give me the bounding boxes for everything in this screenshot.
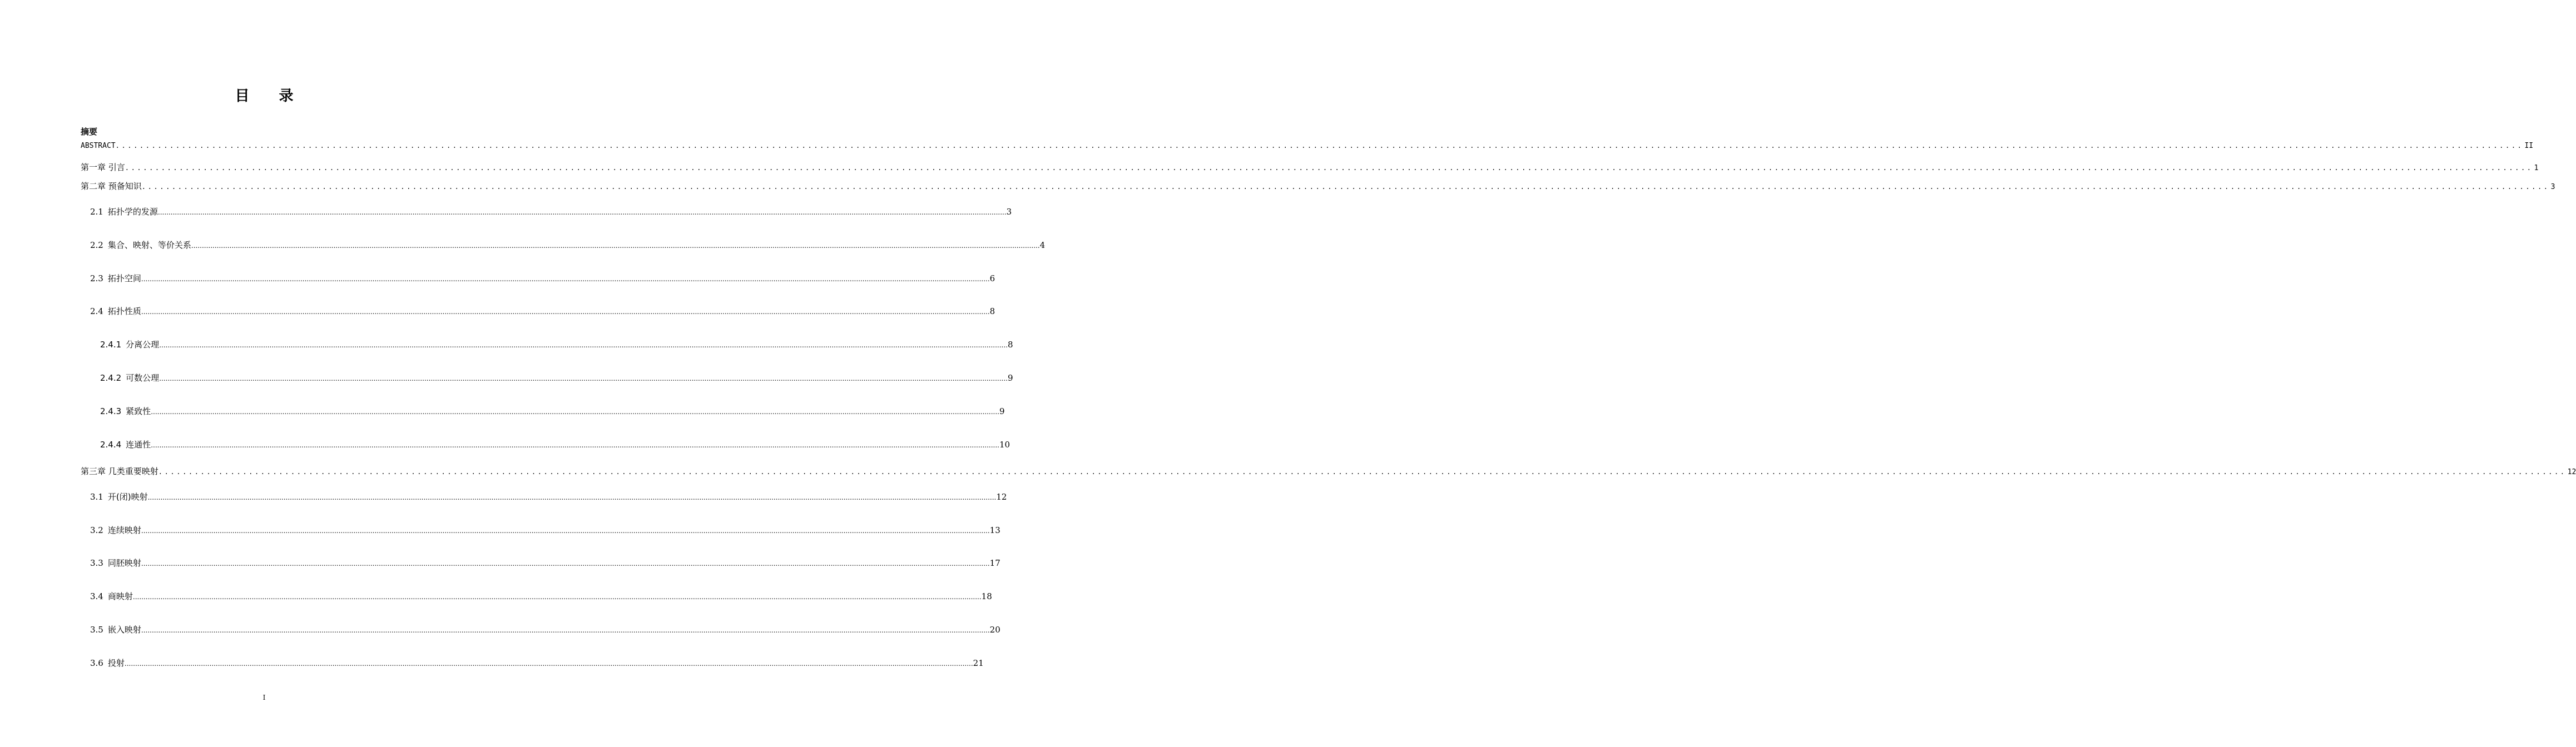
toc-entry-number: 2.4.4 bbox=[100, 440, 122, 450]
toc-leader-dots: ................................................................................................................................................................................................................................................................................................................................................................................................................ bbox=[158, 468, 2567, 476]
toc-entry-text: 第三章 几类重要映射 bbox=[81, 466, 158, 476]
page-title: 目 录 bbox=[235, 88, 306, 104]
toc-entry[interactable] bbox=[100, 405, 1005, 417]
toc-entry-label bbox=[90, 590, 133, 602]
toc-leader-dots: ................................................................................................................................................................................................................................................................................................................................................................................................................ bbox=[125, 164, 2533, 172]
toc-entry-page: II bbox=[2524, 142, 2534, 150]
toc-entry-text: 拓扑性质 bbox=[107, 306, 141, 316]
toc-entry[interactable] bbox=[100, 372, 1013, 384]
toc-leader-dots: ................................................................................................................................................................................................................................................................................................................................................................................................................ bbox=[141, 560, 990, 567]
toc-entry-number: 2.2 bbox=[90, 240, 103, 250]
toc-entry-page: 9 bbox=[999, 406, 1005, 416]
toc-entry-text: 拓扑空间 bbox=[107, 273, 141, 283]
toc-entry[interactable] bbox=[90, 590, 992, 602]
toc-entry-text: 分离公理 bbox=[126, 340, 160, 350]
toc-entry-label bbox=[90, 624, 141, 635]
toc-entry-text: 投射 bbox=[107, 658, 125, 668]
toc-leader-dots: ................................................................................................................................................................................................................................................................................................................................................................................................................ bbox=[132, 593, 982, 601]
toc-entry-label bbox=[81, 142, 116, 150]
toc-entry-label bbox=[81, 465, 158, 477]
toc-entry-page: 10 bbox=[999, 440, 1010, 450]
toc-leader-dots: ................................................................................................................................................................................................................................................................................................................................................................................................................ bbox=[151, 408, 999, 416]
toc-entry-number: 3.5 bbox=[90, 625, 103, 635]
toc-entry-page: 20 bbox=[989, 625, 1000, 635]
toc-leader-dots: ................................................................................................................................................................................................................................................................................................................................................................................................................ bbox=[191, 242, 1040, 250]
toc-entry-page: 18 bbox=[981, 591, 992, 601]
toc-entry-page: 1 bbox=[2534, 164, 2539, 172]
toc-entry-label bbox=[90, 557, 141, 569]
toc-entry-number: 2.4 bbox=[90, 306, 103, 316]
toc-entry-text: ABSTRACT bbox=[81, 142, 116, 150]
toc-entry-page: 21 bbox=[973, 658, 984, 668]
toc-leader-dots: ................................................................................................................................................................................................................................................................................................................................................................................................................ bbox=[147, 494, 997, 501]
toc-entry-label bbox=[90, 272, 141, 284]
toc-entry-text: 开(闭)映射 bbox=[107, 492, 148, 502]
toc-entry[interactable] bbox=[81, 180, 2555, 192]
toc-entry-number: 3.6 bbox=[90, 658, 103, 668]
footer-page-number: I bbox=[262, 694, 266, 701]
toc-entry-label bbox=[90, 206, 158, 217]
toc-entry-page: 12 bbox=[2567, 468, 2576, 476]
toc-entry[interactable] bbox=[90, 239, 1046, 251]
toc-entry[interactable] bbox=[90, 272, 995, 284]
toc-leader-dots: ................................................................................................................................................................................................................................................................................................................................................................................................................ bbox=[141, 626, 990, 634]
toc-entry-text: 第二章 预备知识 bbox=[81, 181, 142, 191]
toc-entry-number: 3.1 bbox=[90, 492, 103, 502]
toc-entry-number: 3.3 bbox=[90, 558, 103, 568]
toc-entry[interactable] bbox=[90, 657, 984, 669]
toc-leader-dots: ................................................................................................................................................................................................................................................................................................................................................................................................................ bbox=[141, 275, 990, 283]
toc-entry-page: 12 bbox=[996, 492, 1007, 502]
toc-leader-dots: ................................................................................................................................................................................................................................................................................................................................................................................................................ bbox=[151, 441, 999, 449]
toc-entry-page: 17 bbox=[989, 558, 1000, 568]
toc-leader-dots: ................................................................................................................................................................................................................................................................................................................................................................................................................ bbox=[141, 527, 990, 535]
toc-entry[interactable] bbox=[90, 305, 995, 317]
toc-entry-text: 拓扑学的发源 bbox=[107, 207, 158, 217]
toc-leader-dots: ................................................................................................................................................................................................................................................................................................................................................................................................................ bbox=[141, 183, 2550, 191]
toc-entry-text: 第一章 引言 bbox=[81, 162, 125, 172]
toc-leader-dots: ................................................................................................................................................................................................................................................................................................................................................................................................................ bbox=[141, 308, 990, 316]
toc-entry-page: 8 bbox=[989, 306, 995, 316]
toc-entry[interactable] bbox=[90, 491, 1007, 502]
toc-entry-label bbox=[100, 372, 159, 384]
toc-entry[interactable] bbox=[90, 206, 1012, 217]
toc-leader-dots: ................................................................................................................................................................................................................................................................................................................................................................................................................ bbox=[159, 375, 1008, 382]
toc-entry-page: 13 bbox=[989, 525, 1000, 535]
toc-entry-text: 集合、映射、等价关系 bbox=[107, 240, 191, 250]
toc-entry[interactable] bbox=[81, 465, 2576, 477]
toc-entry-text: 商映射 bbox=[107, 591, 133, 601]
toc-entry-text: 可数公理 bbox=[126, 373, 160, 383]
toc-entry-label bbox=[81, 161, 125, 173]
toc-entry-page: 4 bbox=[1039, 240, 1046, 250]
toc-entry[interactable] bbox=[100, 439, 1010, 450]
toc-entry-page: 3 bbox=[2550, 183, 2555, 191]
toc-entry-text: 紧致性 bbox=[126, 406, 151, 416]
toc-leader-dots: ................................................................................................................................................................................................................................................................................................................................................................................................................ bbox=[157, 208, 1007, 216]
toc-entry[interactable] bbox=[100, 338, 1013, 350]
toc-entry-label bbox=[100, 439, 151, 450]
toc-entry[interactable] bbox=[90, 557, 1000, 569]
toc-entry-number: 2.3 bbox=[90, 273, 103, 283]
toc-entry[interactable] bbox=[90, 624, 1000, 635]
toc-entry-label bbox=[100, 405, 151, 417]
toc-entry-page: 6 bbox=[989, 273, 995, 283]
toc-entry-number: 2.4.2 bbox=[100, 373, 122, 383]
toc-entry-label bbox=[90, 491, 148, 502]
toc-entry-text: 连通性 bbox=[126, 440, 151, 450]
toc-entry-number: 3.2 bbox=[90, 525, 103, 535]
toc-entry[interactable] bbox=[81, 142, 2534, 150]
toc-entry-page: 8 bbox=[1007, 340, 1013, 350]
toc-entry-label bbox=[90, 657, 125, 669]
toc-entry-number: 2.4.3 bbox=[100, 406, 122, 416]
toc-entry-number: 2.4.1 bbox=[100, 340, 122, 350]
toc-entry-label bbox=[81, 180, 142, 192]
toc-entry-label bbox=[90, 305, 141, 317]
toc-heading-abstract-cn[interactable]: 摘要 bbox=[81, 127, 98, 137]
toc-entry-text: 连续映射 bbox=[107, 525, 141, 535]
toc-entry[interactable] bbox=[90, 524, 1000, 536]
toc-leader-dots: ................................................................................................................................................................................................................................................................................................................................................................................................................ bbox=[115, 142, 2524, 150]
toc-entry[interactable] bbox=[81, 161, 2539, 173]
toc-entry-label bbox=[90, 524, 141, 536]
toc-entry-text: 嵌入映射 bbox=[107, 625, 141, 635]
toc-entry-label bbox=[100, 338, 159, 350]
toc-leader-dots: ................................................................................................................................................................................................................................................................................................................................................................................................................ bbox=[124, 660, 973, 668]
toc-entry-page: 9 bbox=[1007, 373, 1013, 383]
toc-entry-label bbox=[90, 239, 191, 251]
toc-entry-number: 3.4 bbox=[90, 591, 103, 601]
toc-entry-text: 同胚映射 bbox=[107, 558, 141, 568]
toc-entry-page: 3 bbox=[1006, 207, 1012, 217]
toc-leader-dots: ................................................................................................................................................................................................................................................................................................................................................................................................................ bbox=[159, 341, 1008, 349]
toc-entry-number: 2.1 bbox=[90, 207, 103, 217]
